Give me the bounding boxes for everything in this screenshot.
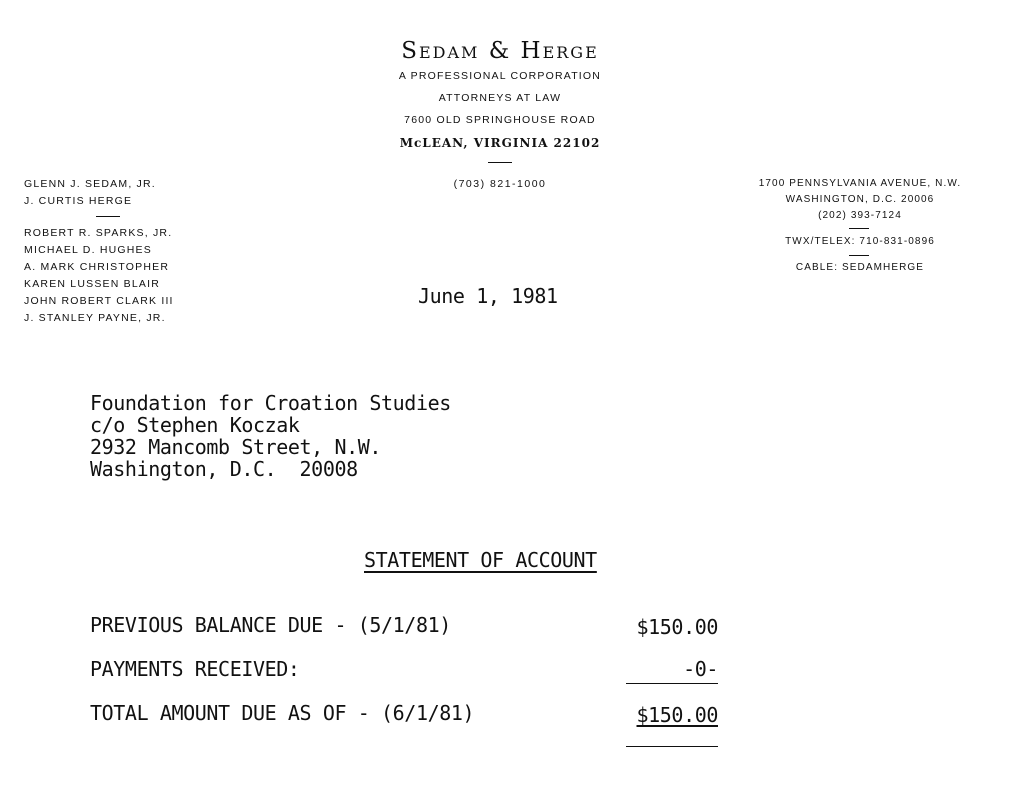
associate-name: J. STANLEY PAYNE, JR. [24,312,166,324]
firm-subtitle: A PROFESSIONAL CORPORATION [398,70,602,82]
total-due-amount: $150.00 [636,703,718,727]
payments-received-label: PAYMENTS RECEIVED: [90,657,300,681]
associate-name: MICHAEL D. HUGHES [24,244,152,256]
payments-received-amount: -0- [683,657,718,681]
firm-phone: (703) 821-1000 [453,178,547,190]
associate-name: JOHN ROBERT CLARK III [24,295,174,307]
dc-office-address [730,176,990,224]
associate-name: A. MARK CHRISTOPHER [24,261,170,273]
firm-city: McLEAN, VIRGINIA 22102 [399,136,601,150]
firm-name: Sedam & Herge [401,38,599,64]
dc-street: 1700 PENNSYLVANIA AVENUE, N.W. [758,178,962,189]
partner-name: J. CURTIS HERGE [24,195,133,207]
total-due-label: TOTAL AMOUNT DUE AS OF - (6/1/81) [90,701,475,725]
partners-list [24,176,156,210]
firm-street: 7600 OLD SPRINGHOUSE ROAD [404,114,596,126]
dc-divider [849,255,869,256]
subtotal-rule [626,683,718,684]
recipient-line: Foundation for Croation Studies [90,391,451,415]
dc-telex: TWX/TELEX: 710-831-0896 [785,236,935,247]
recipient-line: c/o Stephen Koczak [90,413,300,437]
previous-balance-amount: $150.00 [636,615,718,639]
statement-title: STATEMENT OF ACCOUNT [364,548,597,572]
total-rule [626,746,718,747]
dc-city: WASHINGTON, D.C. 20006 [785,194,935,205]
recipient-address [90,392,451,480]
associate-name: ROBERT R. SPARKS, JR. [24,227,173,239]
recipient-line: Washington, D.C. 20008 [90,457,358,481]
associates-list [24,225,174,327]
letter-date: June 1, 1981 [418,284,558,308]
partner-name: GLENN J. SEDAM, JR. [24,178,156,190]
recipient-line: 2932 Mancomb Street, N.W. [90,435,382,459]
partners-divider [96,216,120,217]
associate-name: KAREN LUSSEN BLAIR [24,278,160,290]
letterhead-divider [488,162,512,163]
dc-divider [849,228,869,229]
dc-phone: (202) 393-7124 [818,210,902,221]
firm-practice: ATTORNEYS AT LAW [438,92,562,104]
previous-balance-label: PREVIOUS BALANCE DUE - (5/1/81) [90,613,451,637]
dc-cable: CABLE: SEDAMHERGE [795,262,925,273]
